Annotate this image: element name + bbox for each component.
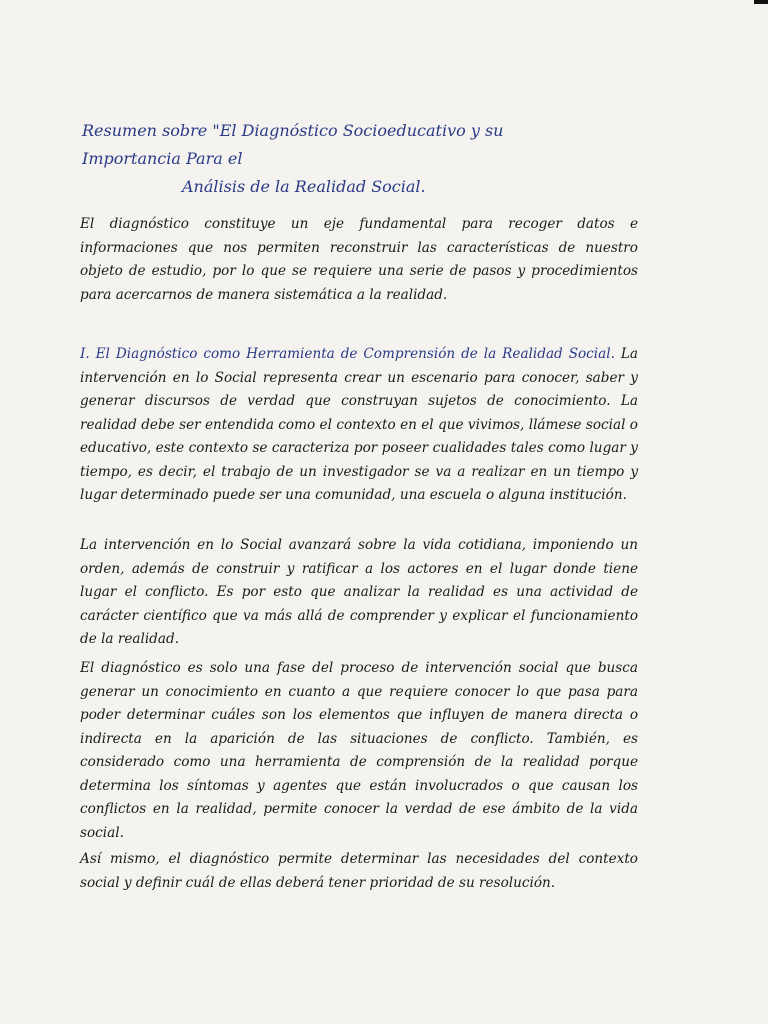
title-line-2: Análisis de la Realidad Social. [182,177,426,196]
section-body: La intervención en lo Social representa crear un escenario para conocer, saber y generar discursos de verdad que construyan sujetos de conocimiento. La realidad debe ser entendida como el contexto en el que vivimos, llámese social o educativo, este contexto se caracteriza por poseer cualidades tales como lugar y tiempo, es decir, el trabajo de un investigador se va a realizar en un tiempo y lugar determinado puede ser una comunidad, una escuela o alguna institución. [80,346,638,503]
section-heading: I. El Diagnóstico como Herramienta de Comprensión de la Realidad Social. [80,346,615,362]
scan-corner-mark [754,0,768,4]
paragraph-section-1 [80,343,638,508]
paragraph-intervention: La intervención en lo Social avanzará sobre la vida cotidiana, imponiendo un orden, además de construir y ratificar a los actores en el lugar donde tiene lugar el conflicto. Es por esto que analizar la realidad es una actividad de carácter científico que va más allá de comprender y explicar el funcionamiento de la realidad. [80,537,638,647]
title-line-1: Resumen sobre "El Diagnóstico Socioeducativo y su Importancia Para el [82,121,504,168]
paragraph-intro: El diagnóstico constituye un eje fundamental para recoger datos e informaciones que nos permiten reconstruir las características de nuestro objeto de estudio, por lo que se requiere una serie de pasos y procedimientos para acercarnos de manera sistemática a la realidad. [80,216,638,303]
paragraph-conclusion: Así mismo, el diagnóstico permite determinar las necesidades del contexto social y definir cuál de ellas deberá tener prioridad de su resolución. [80,851,638,891]
document-title [82,117,602,201]
paragraph-diagnosis: El diagnóstico es solo una fase del proceso de intervención social que busca generar un conocimiento en cuanto a que requiere conocer lo que pasa para poder determinar cuáles son los elementos que influyen de manera directa o indirecta en la aparición de las situaciones de conflicto. También, es considerado como una herramienta de comprensión de la realidad porque determina los síntomas y agentes que están involucrados o que causan los conflictos en la realidad, permite conocer la verdad de ese ámbito de la vida social. [80,660,638,841]
